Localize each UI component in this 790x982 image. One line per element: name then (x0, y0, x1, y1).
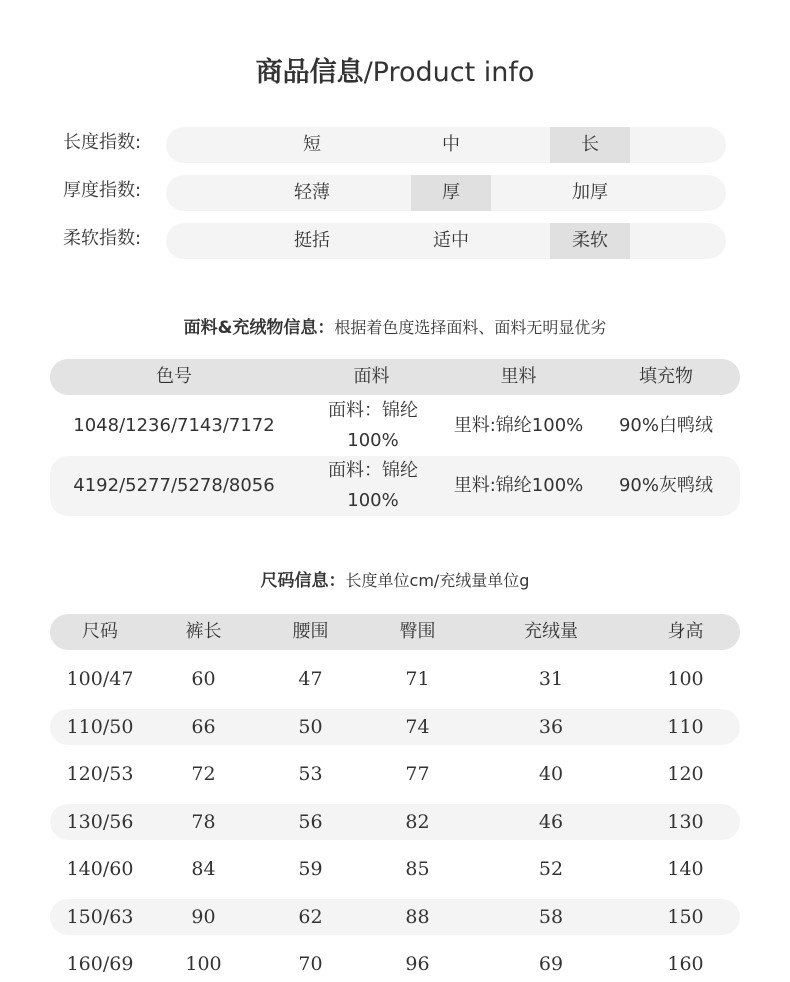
size-cell-hip: 82 (405, 811, 430, 833)
size-heading-note: 长度单位cm/充绒量单位g (345, 571, 530, 590)
fabric-cell-color: 4192/5277/5278/8056 (73, 475, 275, 496)
fabric-cell-lining: 里料:锦纶100% (453, 475, 584, 496)
softness-option-moderate: 适中 (433, 230, 469, 251)
size-cell-height: 150 (667, 906, 704, 928)
size-table-row (50, 756, 740, 792)
size-cell-down-weight: 40 (538, 763, 564, 785)
size-cell-pants-length: 90 (191, 906, 216, 928)
fabric-table-row (50, 456, 740, 516)
size-cell-size: 120/53 (66, 763, 134, 785)
size-cell-waist: 56 (298, 811, 323, 833)
page-title (0, 50, 790, 89)
size-cell-size: 130/56 (66, 811, 134, 833)
size-cell-down-weight: 36 (538, 716, 564, 738)
size-cell-waist: 70 (298, 953, 323, 975)
size-cell-size: 140/60 (66, 858, 134, 880)
size-cell-height: 100 (667, 668, 704, 690)
size-cell-hip: 96 (405, 953, 430, 975)
softness-index-row (0, 223, 790, 259)
fabric-header-color: 色号 (156, 366, 192, 387)
size-cell-size: 160/69 (66, 953, 134, 975)
softness-index-label: 柔软指数: (63, 228, 142, 249)
page-title-en: /Product info (363, 57, 535, 88)
size-cell-hip: 85 (405, 858, 430, 880)
size-header-hip: 臀围 (399, 621, 436, 642)
size-cell-waist: 50 (298, 716, 323, 738)
size-cell-hip: 77 (405, 763, 430, 785)
thickness-index-row (0, 175, 790, 211)
size-cell-pants-length: 60 (191, 668, 216, 690)
thickness-index-label: 厚度指数: (63, 180, 142, 201)
fabric-cell-fabric: 面料：锦纶100% (328, 400, 418, 451)
size-header-down-weight: 充绒量 (524, 621, 578, 642)
size-table-row (50, 851, 740, 887)
softness-option-stiff: 挺括 (294, 230, 330, 251)
softness-index-bar (166, 223, 726, 259)
size-cell-hip: 71 (405, 668, 430, 690)
thickness-option-extra-thick: 加厚 (572, 182, 608, 203)
size-cell-down-weight: 52 (538, 858, 564, 880)
size-cell-down-weight: 69 (538, 953, 564, 975)
size-cell-height: 120 (667, 763, 704, 785)
fabric-cell-filling: 90%白鸭绒 (618, 415, 713, 436)
size-cell-waist: 47 (298, 668, 323, 690)
size-cell-height: 160 (667, 953, 704, 975)
length-index-bar (166, 127, 726, 163)
fabric-header-fabric: 面料 (353, 366, 390, 387)
size-cell-height: 140 (667, 858, 704, 880)
size-cell-pants-length: 72 (191, 763, 216, 785)
size-cell-waist: 62 (298, 906, 323, 928)
page-title-cn: 商品信息 (255, 57, 364, 88)
fabric-header-lining: 里料 (500, 366, 537, 387)
size-cell-pants-length: 66 (191, 716, 216, 738)
size-table-row (50, 661, 740, 697)
length-option-long-selected: 长 (550, 127, 630, 163)
length-index-label: 长度指数: (63, 132, 142, 153)
size-table-row (50, 709, 740, 745)
size-section-heading (0, 566, 790, 591)
size-cell-height: 110 (667, 716, 704, 738)
size-header-height: 身高 (667, 621, 704, 642)
size-table-header (50, 614, 740, 650)
size-cell-down-weight: 58 (538, 906, 564, 928)
size-cell-size: 150/63 (66, 906, 134, 928)
fabric-section-heading (0, 313, 790, 338)
size-cell-pants-length: 84 (191, 858, 216, 880)
fabric-table-header (50, 359, 740, 395)
fabric-header-filling: 填充物 (639, 366, 693, 387)
size-cell-size: 110/50 (66, 716, 134, 738)
size-cell-down-weight: 46 (538, 811, 564, 833)
length-option-medium: 中 (442, 134, 460, 155)
size-table-row (50, 804, 740, 840)
fabric-heading-bold: 面料&充绒物信息： (183, 318, 335, 338)
size-cell-hip: 74 (405, 716, 430, 738)
size-cell-size: 100/47 (66, 668, 134, 690)
size-cell-down-weight: 31 (538, 668, 564, 690)
softness-option-soft-selected: 柔软 (550, 223, 630, 259)
fabric-cell-fabric: 面料：锦纶100% (328, 460, 418, 511)
fabric-heading-note: 根据着色度选择面料、面料无明显优劣 (334, 318, 607, 337)
length-index-row (0, 127, 790, 163)
size-cell-waist: 59 (298, 858, 323, 880)
fabric-cell-filling: 90%灰鸭绒 (618, 475, 713, 496)
size-table-row (50, 899, 740, 935)
fabric-cell-color: 1048/1236/7143/7172 (73, 415, 275, 436)
thickness-index-bar (166, 175, 726, 211)
length-option-short: 短 (303, 134, 321, 155)
size-header-pants-length: 裤长 (185, 621, 222, 642)
size-table-row-partial (50, 946, 740, 982)
size-heading-bold: 尺码信息： (260, 571, 346, 591)
fabric-cell-lining: 里料:锦纶100% (453, 415, 584, 436)
size-cell-waist: 53 (298, 763, 323, 785)
size-cell-height: 130 (667, 811, 704, 833)
size-cell-pants-length: 100 (185, 953, 222, 975)
size-header-waist: 腰围 (292, 621, 329, 642)
fabric-table-row (50, 396, 740, 456)
thickness-option-thick-selected: 厚 (411, 175, 491, 211)
thickness-option-thin: 轻薄 (294, 182, 330, 203)
size-cell-pants-length: 78 (191, 811, 216, 833)
size-cell-hip: 88 (405, 906, 430, 928)
size-header-size: 尺码 (82, 621, 118, 642)
